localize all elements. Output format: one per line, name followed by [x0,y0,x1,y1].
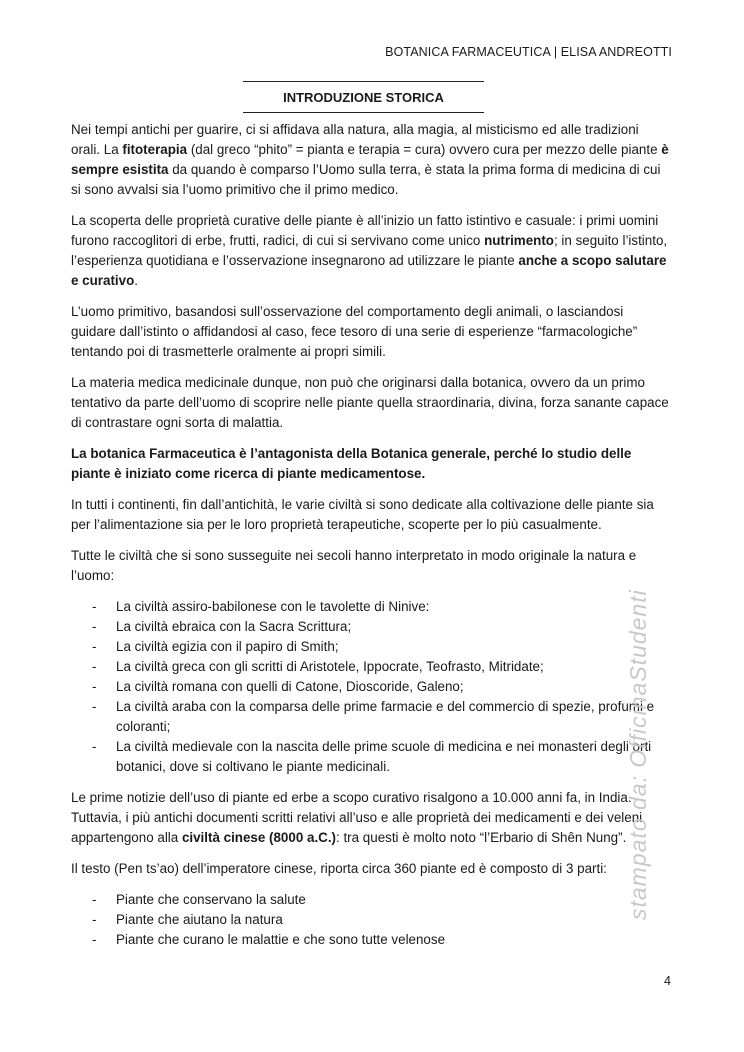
bold-text: fitoterapia [122,142,188,157]
text-run: ; in seguito l’istinto, l’esperienza quotidiana e l’osservazione insegnarono ad utilizzare le piante [71,233,668,268]
text-run: La materia medica medicinale dunque, non può che originarsi dalla botanica, ovvero da un primo tentativo da parte dell’uomo di scoprire nelle piante quella straordinaria, divina, forza sanante capace di contrastare ogni sorta di malattia. [71,375,669,430]
text-run: . [134,273,138,288]
list-item: - La civiltà assiro-babilonese con le tavolette di Ninive: [71,597,671,617]
bold-text: La botanica Farmaceutica è l’antagonista della Botanica generale, perché lo studio delle piante è iniziato come ricerca di piante medicamentose. [71,446,632,481]
paragraph [71,788,671,848]
bold-text: anche a scopo salutare e curativo [71,253,667,288]
text-run: In tutti i continenti, fin dall’antichità, le varie civiltà si sono dedicate alla coltivazione delle piante sia per l’alimentazione sia per le loro proprietà terapeutiche, scoperte per lo più casualmente. [71,497,654,532]
list-item: - La civiltà romana con quelli di Catone, Dioscoride, Galeno; [71,677,671,697]
paragraph [71,302,671,362]
text-run: da quando è comparso l’Uomo sulla terra, è stata la prima forma di medicina di cui si sono avvalsi sia l’uomo primitivo che il primo medico. [71,162,661,197]
text-run: (dal greco “phito” = pianta e terapia = cura) ovvero cura per mezzo delle piante [187,142,662,157]
document-body [71,120,671,961]
text-run: La scoperta delle proprietà curative delle piante è all’inizio un fatto istintivo e casuale: i primi uomini furono raccoglitori di erbe, frutti, radici, di cui si servivano come unico [71,213,659,248]
text-run: Tutte le civiltà che si sono susseguite nei secoli hanno interpretato in modo originale la natura e l’uomo: [71,548,637,583]
bold-text: è sempre esistita [71,142,669,177]
text-run: L’uomo primitivo, basandosi sull’osservazione del comportamento degli animali, o lasciandosi guidare dall’istinto o affidandosi al caso, fece tesoro di una serie di esperienze “farmacologiche” tentando poi di trasmetterle oralmente ai propri simili. [71,304,638,359]
paragraph [71,373,671,433]
text-parts-list [71,890,671,950]
paragraph [71,444,671,484]
list-item: - La civiltà araba con la comparsa delle prime farmacie e del commercio di spezie, profumi e coloranti; [71,697,671,737]
page-header: BOTANICA FARMACEUTICA | ELISA ANDREOTTI [385,45,672,59]
list-item: - Piante che conservano la salute [71,890,671,910]
list-item: - Piante che aiutano la natura [71,910,671,930]
list-item: - La civiltà ebraica con la Sacra Scrittura; [71,617,671,637]
watermark: stampato da: OfficinaStudenti [625,589,651,920]
paragraph [71,859,671,879]
bold-text: nutrimento [484,233,554,248]
text-run: : tra questi è molto noto “l’Erbario di Shên Nung”. [336,830,627,845]
list-item: - La civiltà egizia con il papiro di Smith; [71,637,671,657]
paragraph [71,120,671,200]
paragraph [71,211,671,291]
page-number: 4 [664,974,671,988]
civilizations-list [71,597,671,777]
text-run: Il testo (Pen ts’ao) dell’imperatore cinese, riporta circa 360 piante ed è composto di 3 parti: [71,861,607,876]
text-run: Nei tempi antichi per guarire, ci si affidava alla natura, alla magia, al misticismo ed alle tradizioni orali. La [71,122,639,157]
section-title-box [243,81,484,113]
bold-text: civiltà cinese (8000 a.C.) [181,830,337,845]
section-title: INTRODUZIONE STORICA [283,90,444,105]
paragraph [71,546,671,586]
list-item: - Piante che curano le malattie e che sono tutte velenose [71,930,671,950]
paragraph [71,495,671,535]
list-item: - La civiltà greca con gli scritti di Aristotele, Ippocrate, Teofrasto, Mitridate; [71,657,671,677]
list-item: - La civiltà medievale con la nascita delle prime scuole di medicina e nei monasteri degli orti botanici, dove si coltivano le piante medicinali. [71,737,671,777]
text-run: Le prime notizie dell’uso di piante ed erbe a scopo curativo risalgono a 10.000 anni fa, in India. Tuttavia, i più antichi documenti scritti relativi all’uso e alle proprietà dei medicamenti e dei veleni appartengono alla [71,790,643,845]
